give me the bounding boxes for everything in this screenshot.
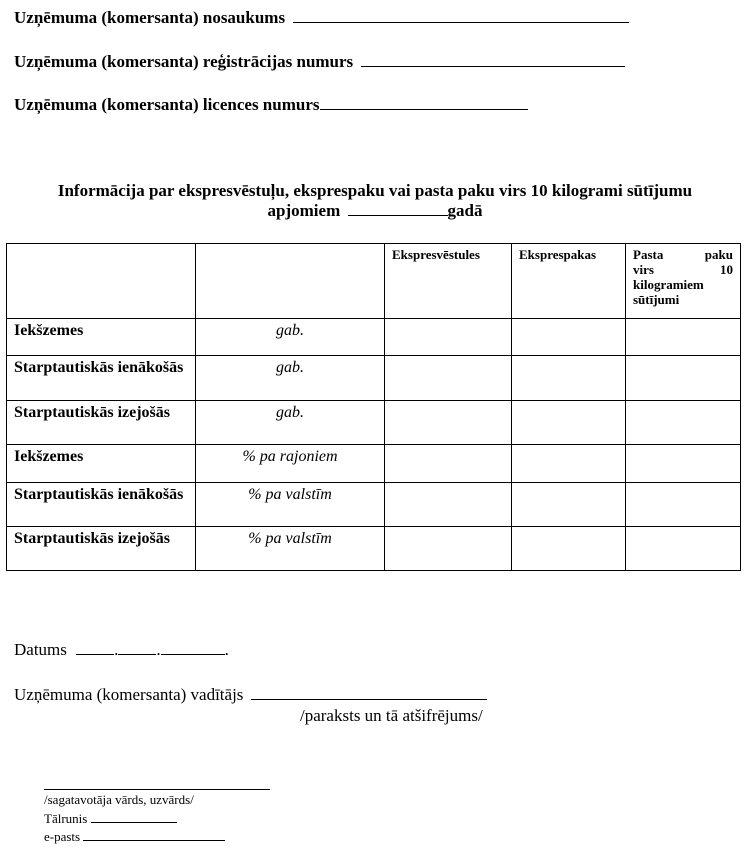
data-cell[interactable]: [626, 319, 741, 356]
company-name-field[interactable]: [14, 7, 629, 28]
row-label: Iekšzemes: [7, 445, 196, 483]
preparer-email-field: [44, 828, 225, 845]
row-label: Starptautiskās ienākošās: [7, 483, 196, 527]
license-number-field[interactable]: [14, 94, 528, 115]
row-unit: % pa valstīm: [196, 527, 385, 571]
table-row: [7, 483, 741, 527]
row-unit: gab.: [196, 356, 385, 401]
preparer-email-label: e-pasts: [44, 829, 81, 844]
preparer-name-line[interactable]: [44, 789, 270, 790]
data-cell[interactable]: [626, 445, 741, 483]
data-cell[interactable]: [512, 319, 626, 356]
header-pasta-paku-line: kilogramiem: [633, 277, 704, 292]
table-row: [7, 401, 741, 445]
report-title-prefix: apjomiem: [267, 201, 341, 220]
date-month-line[interactable]: [118, 639, 156, 655]
data-cell[interactable]: [626, 401, 741, 445]
manager-signature-field: [14, 684, 487, 705]
data-cell[interactable]: [512, 445, 626, 483]
registration-number-line[interactable]: [361, 51, 625, 67]
header-pasta-paku-line: sūtījumi: [633, 292, 680, 307]
data-cell[interactable]: [385, 319, 512, 356]
company-name-line[interactable]: [293, 7, 629, 23]
report-title-line2: [0, 201, 750, 221]
preparer-phone-label: Tālrunis: [44, 811, 88, 826]
header-empty-cell: [196, 244, 385, 319]
table-row: [7, 527, 741, 571]
header-empty-cell: [7, 244, 196, 319]
date-label: Datums: [14, 640, 67, 659]
data-cell[interactable]: [512, 483, 626, 527]
company-name-label: Uzņēmuma (komersanta) nosaukums: [14, 8, 286, 27]
data-cell[interactable]: [385, 527, 512, 571]
manager-signature-line[interactable]: [251, 684, 487, 700]
data-cell[interactable]: [385, 445, 512, 483]
row-label: Starptautiskās izejošās: [7, 401, 196, 445]
preparer-phone-line[interactable]: [91, 810, 177, 823]
manager-note: /paraksts un tā atšifrējums/: [300, 706, 483, 725]
table-row: [7, 445, 741, 483]
row-label: Iekšzemes: [7, 319, 196, 356]
report-title-suffix: gadā: [447, 201, 483, 220]
data-cell[interactable]: [626, 356, 741, 401]
preparer-email-line[interactable]: [83, 828, 225, 841]
license-number-label: Uzņēmuma (komersanta) licences numurs: [14, 95, 320, 114]
preparer-name-note: /sagatavotāja vārds, uzvārds/: [44, 792, 194, 807]
data-cell[interactable]: [385, 483, 512, 527]
date-year-line[interactable]: [161, 639, 225, 655]
date-field: Datums . . .: [14, 640, 229, 659]
header-pasta-paku: [626, 244, 741, 319]
license-number-line[interactable]: [320, 94, 528, 110]
row-label: Starptautiskās ienākošās: [7, 356, 196, 401]
table-row: [7, 356, 741, 401]
data-cell[interactable]: [512, 356, 626, 401]
report-title-line1: Informācija par ekspresvēstuļu, eksprespaku vai pasta paku virs 10 kilogrami sūtījumu: [57, 181, 693, 200]
date-day-line[interactable]: [76, 639, 114, 655]
header-ekspresvestules: Ekspresvēstules: [385, 244, 512, 319]
data-cell[interactable]: [626, 483, 741, 527]
data-cell[interactable]: [385, 356, 512, 401]
row-unit: gab.: [196, 401, 385, 445]
report-title: [0, 181, 750, 221]
year-line[interactable]: [348, 201, 448, 216]
header-pasta-paku-line: virs 10: [633, 262, 733, 277]
header-eksprespakas: Eksprespakas: [512, 244, 626, 319]
row-unit: % pa rajoniem: [196, 445, 385, 483]
manager-label: Uzņēmuma (komersanta) vadītājs: [14, 685, 244, 704]
data-cell[interactable]: [512, 527, 626, 571]
row-label: Starptautiskās izejošās: [7, 527, 196, 571]
row-unit: gab.: [196, 319, 385, 356]
table-row: [7, 319, 741, 356]
data-cell[interactable]: [512, 401, 626, 445]
registration-number-field[interactable]: [14, 51, 625, 72]
preparer-phone-field: [44, 810, 177, 827]
data-cell[interactable]: [626, 527, 741, 571]
report-table: [6, 243, 741, 571]
row-unit: % pa valstīm: [196, 483, 385, 527]
data-cell[interactable]: [385, 401, 512, 445]
table-header-row: [7, 244, 741, 319]
header-pasta-paku-line: Pasta paku: [633, 247, 733, 262]
registration-number-label: Uzņēmuma (komersanta) reģistrācijas numurs: [14, 52, 354, 71]
